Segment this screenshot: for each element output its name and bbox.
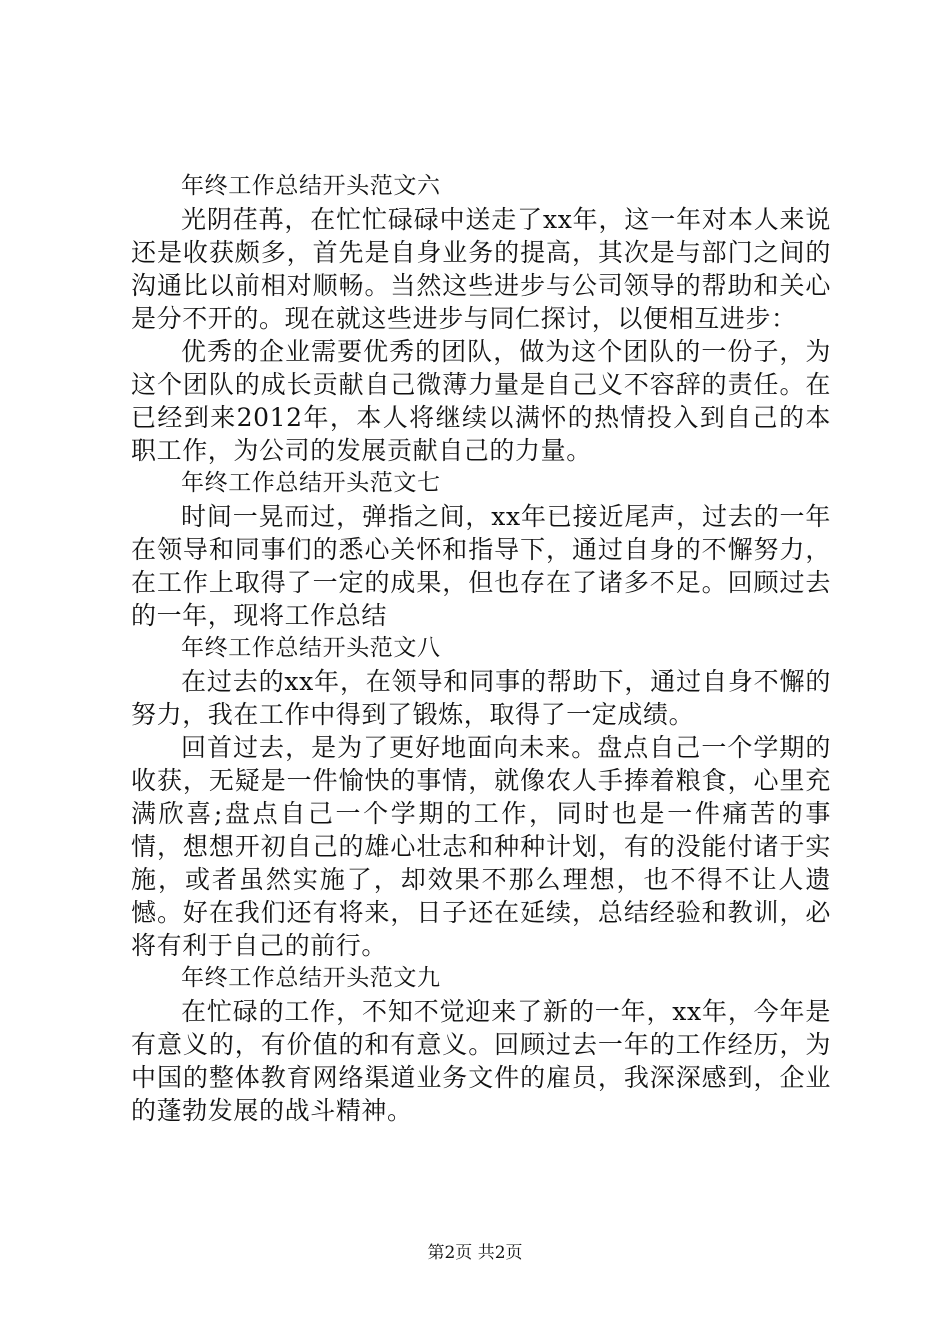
paragraph: 时间一晃而过，弹指之间，xx年已接近尾声，过去的一年在领导和同事们的悉心关怀和指导下，通过自身的不懈努力，在工作上取得了一定的成果，但也存在了诸多不足。回顾过去的一年，现将工作总结 xyxy=(131,502,831,630)
document-body xyxy=(131,170,831,1127)
section-heading-9: 年终工作总结开头范文九 xyxy=(181,965,441,991)
section-heading-6: 年终工作总结开头范文六 xyxy=(181,173,441,199)
page-footer: 第2页 共2页 xyxy=(427,1243,523,1263)
paragraph: 优秀的企业需要优秀的团队，做为这个团队的一份子，为这个团队的成长贡献自己微薄力量是自己义不容辞的责任。在已经到来2012年，本人将继续以满怀的热情投入到自己的本职工作，为公司的发展贡献自己的力量。 xyxy=(131,337,831,465)
paragraph: 光阴荏苒，在忙忙碌碌中送走了xx年，这一年对本人来说还是收获颇多，首先是自身业务的提高，其次是与部门之间的沟通比以前相对顺畅。当然这些进步与公司领导的帮助和关心是分不开的。现在就这些进步与同仁探讨，以便相互进步： xyxy=(131,205,831,333)
paragraph: 在忙碌的工作，不知不觉迎来了新的一年，xx年，今年是有意义的，有价值的和有意义。回顾过去一年的工作经历，为中国的整体教育网络渠道业务文件的雇员，我深深感到，企业的蓬勃发展的战斗精神。 xyxy=(131,997,831,1125)
section-heading-8: 年终工作总结开头范文八 xyxy=(181,635,441,661)
paragraph: 回首过去，是为了更好地面向未来。盘点自己一个学期的收获，无疑是一件愉快的事情，就像农人手捧着粮食，心里充满欣喜;盘点自己一个学期的工作，同时也是一件痛苦的事情，想想开初自己的雄心壮志和种种计划，有的没能付诸于实施，或者虽然实施了，却效果不那么理想，也不得不让人遗憾。好在我们还有将来，日子还在延续，总结经验和教训，必将有利于自己的前行。 xyxy=(131,733,831,960)
section-heading-7: 年终工作总结开头范文七 xyxy=(181,470,441,496)
paragraph: 在过去的xx年，在领导和同事的帮助下，通过自身不懈的努力，我在工作中得到了锻炼，取得了一定成绩。 xyxy=(131,667,831,729)
